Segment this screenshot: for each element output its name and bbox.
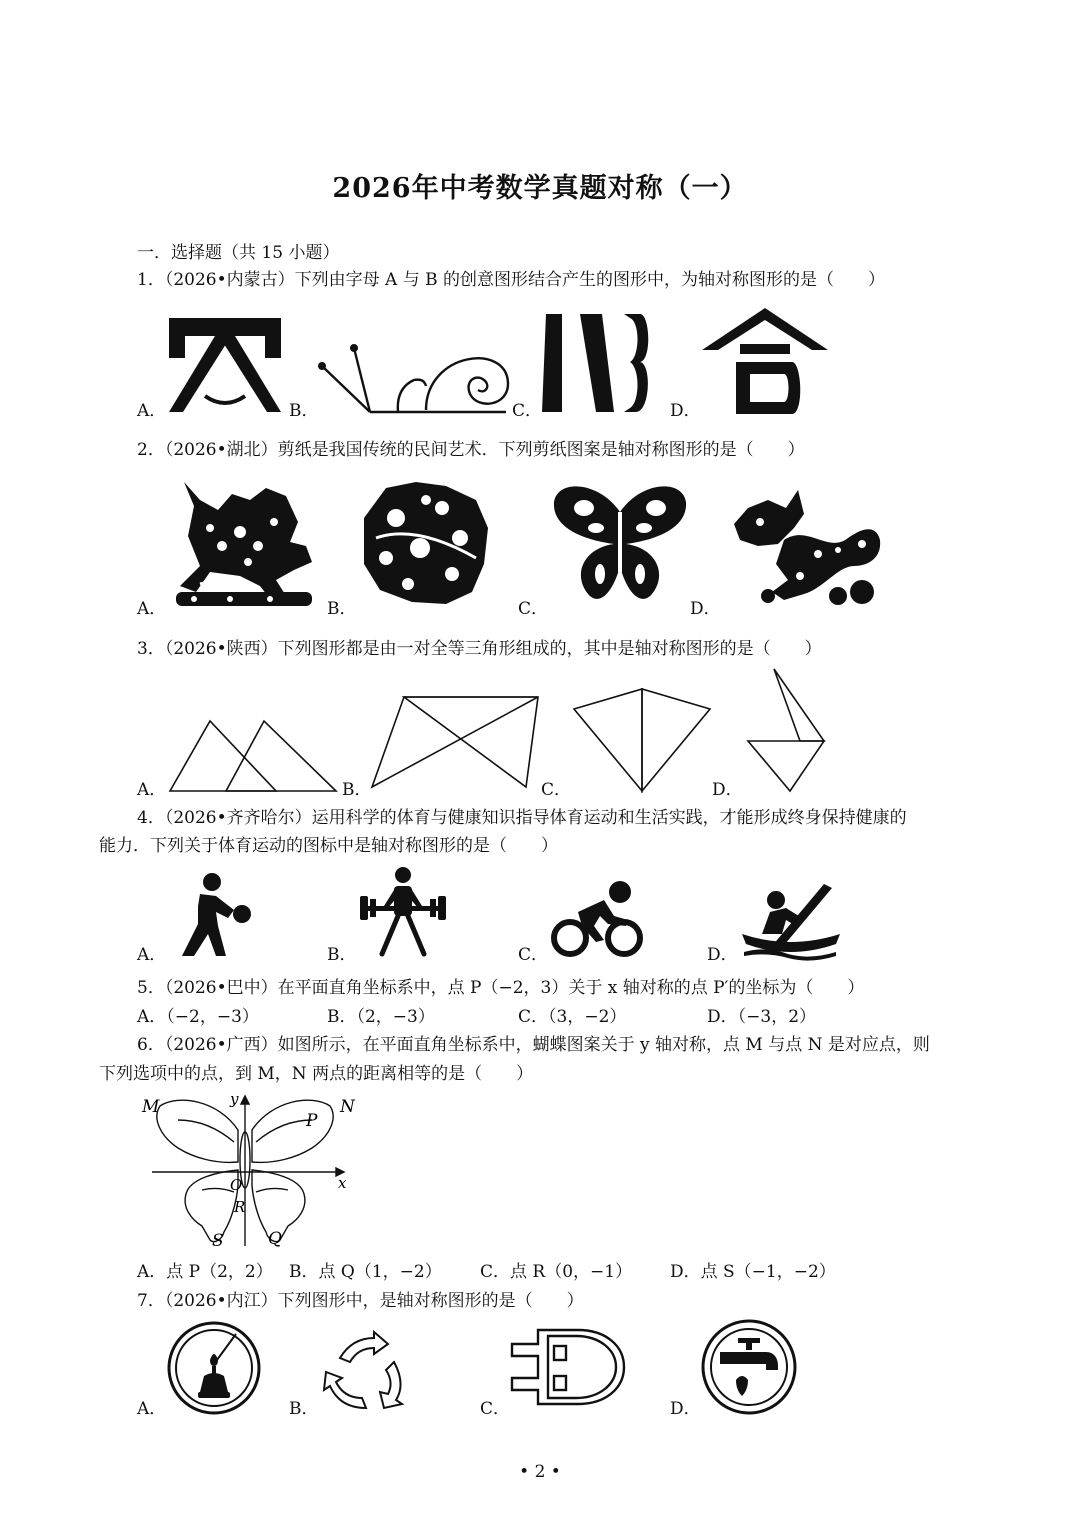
q6-stem-line2: 下列选项中的点，到 M，N 两点的距离相等的是（ ） (99, 1064, 534, 1084)
q7-stem: 7．（2026•内江）下列图形中，是轴对称图形的是（ ） (137, 1291, 584, 1311)
label-O: O (230, 1176, 243, 1194)
q7-figure-b-recycle-icon (318, 1328, 410, 1416)
q7-figure-a-lamp-icon (166, 1320, 262, 1416)
q1-figure-c (540, 312, 652, 416)
q1-figure-d (700, 306, 830, 416)
q3-option-c[interactable]: C． (541, 780, 572, 800)
label-P: P (306, 1111, 318, 1131)
q6-butterfly-coordinate-figure (138, 1090, 363, 1250)
q2-figure-d-dragon-papercut (728, 484, 886, 608)
q1-option-c[interactable]: C． (512, 401, 543, 421)
q7-option-c[interactable]: C． (480, 1399, 511, 1419)
label-M: M (142, 1097, 160, 1117)
q2-figure-b-fish-papercut (356, 478, 496, 608)
q4-option-a[interactable]: A． (137, 945, 167, 965)
q1-figure-b (318, 322, 513, 414)
q1-option-d[interactable]: D． (670, 401, 701, 421)
q4-stem-line1: 4．（2026•齐齐哈尔）运用科学的体育与健康知识指导体育运动和生活实践，才能形成终身保持健康的 (137, 808, 907, 828)
q4-stem-line2: 能力．下列关于体育运动的图标中是轴对称图形的是（ ） (99, 836, 558, 856)
q4-figure-d-kayak-icon (740, 882, 844, 958)
q2-figure-a-horse-papercut (170, 476, 318, 610)
q3-option-d[interactable]: D． (712, 780, 743, 800)
q3-fig-d-triangle-2 (748, 741, 824, 791)
page-title: 2026年中考数学真题对称（一） (332, 173, 748, 204)
q3-fig-c-triangle-2 (642, 689, 710, 791)
q2-option-b[interactable]: B． (327, 599, 357, 619)
q1-option-b[interactable]: B． (289, 401, 319, 421)
q2-stem: 2．（2026•湖北）剪纸是我国传统的民间艺术．下列剪纸图案是轴对称图形的是（ ） (137, 440, 805, 460)
q4-figure-a-volleyball-icon (170, 872, 256, 958)
q2-figure-c-butterfly-papercut (550, 482, 690, 610)
q5-option-a[interactable]: A．（−2，−3） (137, 1007, 259, 1027)
q3-fig-b-triangle-2 (404, 697, 538, 787)
q4-option-c[interactable]: C． (518, 945, 549, 965)
q3-option-a[interactable]: A． (137, 780, 167, 800)
q6-option-b[interactable]: B．点 Q（1，−2） (289, 1262, 442, 1282)
q3-figures (160, 665, 860, 795)
q4-figure-c-cycling-icon (548, 876, 646, 958)
q6-option-d[interactable]: D．点 S（−1，−2） (670, 1262, 836, 1282)
q6-option-a[interactable]: A．点 P（2，2） (137, 1262, 273, 1282)
q5-option-c[interactable]: C．（3，−2） (518, 1007, 627, 1027)
q3-fig-a-triangle-1 (170, 721, 276, 791)
q3-fig-c-triangle-1 (574, 689, 642, 791)
q2-option-c[interactable]: C． (518, 599, 549, 619)
label-S: S (212, 1231, 224, 1251)
q3-stem: 3．（2026•陕西）下列图形都是由一对全等三角形组成的，其中是轴对称图形的是（ ） (137, 639, 822, 659)
label-N: N (340, 1097, 355, 1117)
label-x: x (338, 1174, 347, 1192)
q3-fig-b-triangle-1 (372, 697, 538, 787)
q1-figure-a (165, 312, 285, 417)
label-y: y (230, 1090, 239, 1108)
q5-option-b[interactable]: B．（2，−3） (327, 1007, 435, 1027)
q6-stem-line1: 6．（2026•广西）如图所示，在平面直角坐标系中，蝴蝶图案关于 y 轴对称，点 M 与点 N 是对应点，则 (137, 1035, 930, 1055)
q7-option-d[interactable]: D． (670, 1399, 701, 1419)
q5-stem: 5．（2026•巴中）在平面直角坐标系中，点 P（−2，3）关于 x 轴对称的点 P′的坐标为（ ） (137, 978, 865, 998)
q7-figure-c-plug-icon (508, 1326, 628, 1408)
q7-option-a[interactable]: A． (137, 1399, 167, 1419)
q6-option-c[interactable]: C．点 R（0，−1） (480, 1262, 633, 1282)
label-Q: Q (268, 1229, 282, 1249)
label-R: R (234, 1198, 246, 1216)
q4-option-d[interactable]: D． (707, 945, 738, 965)
q7-figure-d-faucet-icon (700, 1318, 798, 1416)
q4-option-b[interactable]: B． (327, 945, 357, 965)
q2-option-d[interactable]: D． (690, 599, 721, 619)
q1-option-a[interactable]: A． (137, 401, 167, 421)
q2-option-a[interactable]: A． (137, 599, 167, 619)
q3-option-b[interactable]: B． (342, 780, 372, 800)
q5-option-d[interactable]: D．（−3，2） (707, 1007, 817, 1027)
q4-figure-b-weightlifting-icon (358, 866, 448, 958)
q7-option-b[interactable]: B． (289, 1399, 319, 1419)
q1-stem: 1．（2026•内蒙古）下列由字母 A 与 B 的创意图形结合产生的图形中，为轴对称图形的是（ ） (137, 270, 885, 290)
q3-fig-d-triangle-1 (774, 669, 824, 741)
page-number: • 2 • (519, 1462, 561, 1482)
section-heading: 一．选择题（共 15 小题） (137, 243, 340, 263)
